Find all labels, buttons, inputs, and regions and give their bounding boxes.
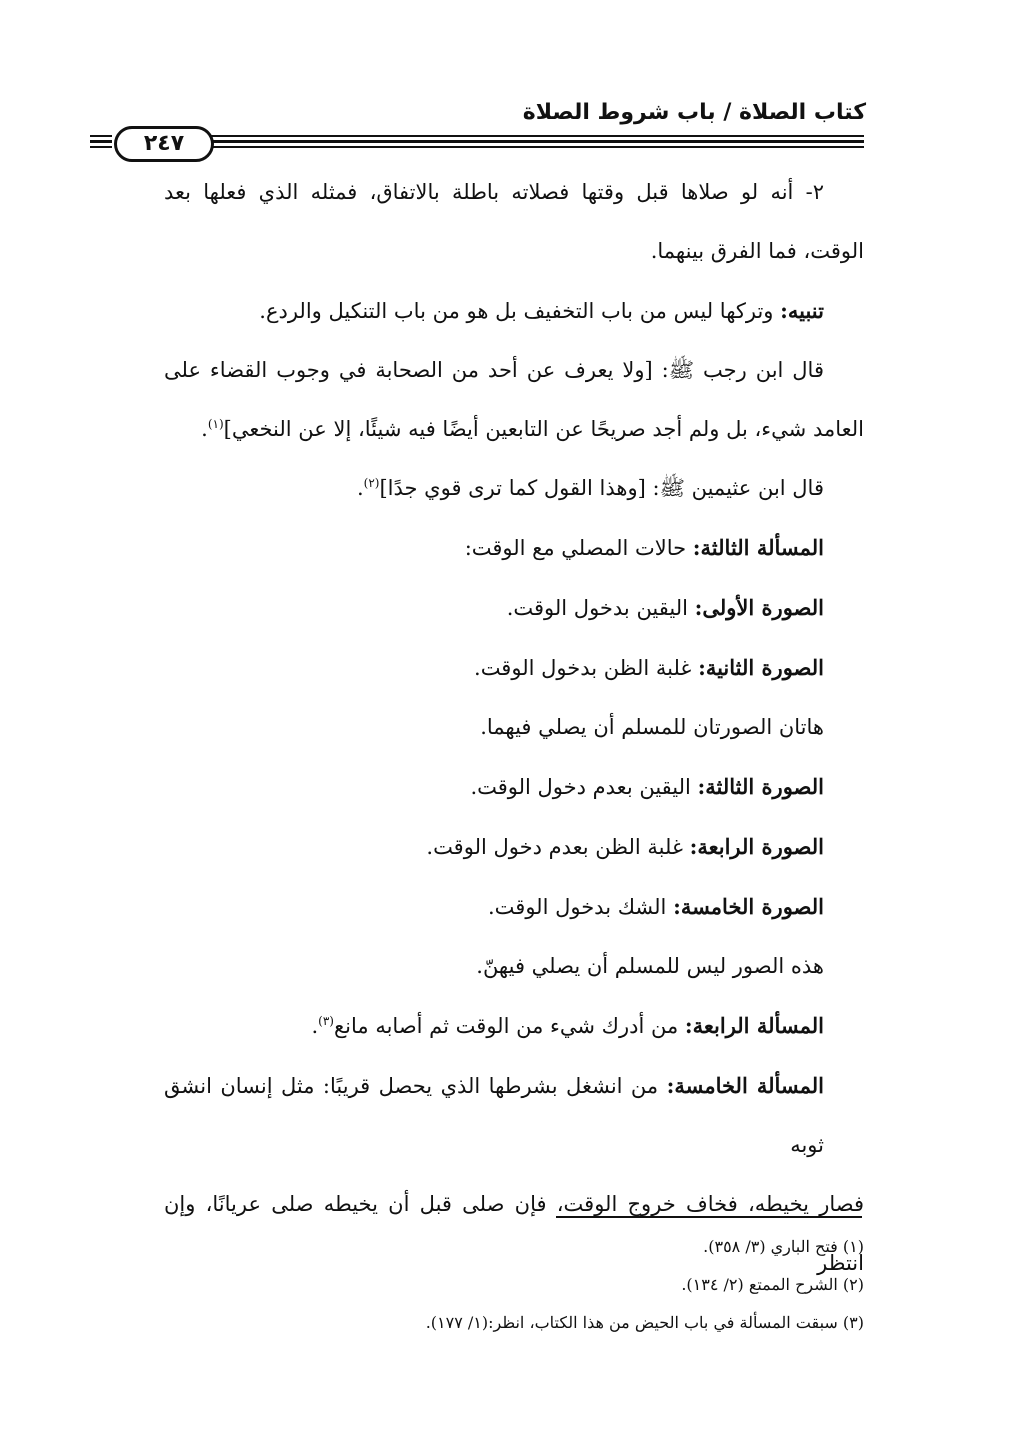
footnote-ref[interactable]: (٢) <box>363 476 380 490</box>
text-line <box>164 281 864 341</box>
issue-label: المسألة الثالثة: <box>692 535 824 560</box>
line-text: قال ابن عثيمين ﷺ: [وهذا القول كما ترى قوي جدًا] <box>379 476 824 500</box>
footnote: (١) فتح الباري (٣/ ٣٥٨). <box>703 1237 864 1256</box>
line-text: غلبة الظن بدخول الوقت. <box>474 656 699 680</box>
line-text: اليقين بدخول الوقت. <box>506 596 695 620</box>
text-line <box>164 341 864 400</box>
footnote: (٣) سبقت المسألة في باب الحيض من هذا الكتاب، انظر:(١/ ١٧٧). <box>425 1313 864 1332</box>
header-rule-line <box>90 140 112 143</box>
line-text: العامد شيء، بل ولم أجد صريحًا عن التابعين أيضًا فيه شيئًا، إلا عن النخعي] <box>223 417 864 441</box>
text-line <box>164 817 864 877</box>
text-line <box>164 698 864 757</box>
line-text: اليقين بعدم دخول الوقت. <box>470 775 698 799</box>
case-label: الصورة الخامسة: <box>673 894 824 919</box>
main-text <box>164 163 864 1293</box>
footnotes <box>164 1228 864 1342</box>
header-rule <box>90 131 864 156</box>
text-line <box>164 638 864 698</box>
text-line <box>164 1056 864 1175</box>
line-text: . <box>201 417 208 441</box>
line-text: . <box>311 1014 319 1038</box>
text-line <box>164 518 864 578</box>
line-text: ٢- أنه لو صلاها قبل وقتها فصلاته باطلة بالاتفاق، فمثله الذي فعلها بعد <box>164 180 824 204</box>
case-label: الصورة الثانية: <box>698 655 824 680</box>
case-label: الصورة الأولى: <box>694 595 824 620</box>
footnote-ref[interactable]: (١) <box>207 417 224 431</box>
line-text: من انشغل بشرطها الذي يحصل قريبًا: مثل إنسان انشق ثوبه <box>164 1074 824 1157</box>
note-label: تنبيه: <box>780 298 824 323</box>
text-line <box>164 400 864 459</box>
line-text: قال ابن رجب ﷺ: [ولا يعرف عن أحد من الصحابة في وجوب القضاء على <box>164 358 824 382</box>
running-header-title: كتاب الصلاة / باب شروط الصلاة <box>522 100 866 125</box>
footnote-separator <box>556 1216 862 1218</box>
page-number-badge: ٢٤٧ <box>114 126 214 162</box>
line-text: هاتان الصورتان للمسلم أن يصلي فيهما. <box>480 715 824 739</box>
case-label: الصورة الرابعة: <box>689 834 824 859</box>
header-rule-line <box>90 146 112 148</box>
header-rule-line <box>210 146 864 148</box>
header-rule-line <box>210 140 864 143</box>
case-label: الصورة الثالثة: <box>697 774 824 799</box>
line-text: وتركها ليس من باب التخفيف بل هو من باب التنكيل والردع. <box>259 299 781 323</box>
header-rule-line <box>210 135 864 137</box>
line-text: الشك بدخول الوقت. <box>488 895 674 919</box>
line-text: هذه الصور ليس للمسلم أن يصلي فيهنّ. <box>476 954 824 978</box>
text-line <box>164 757 864 817</box>
text-line <box>164 877 864 937</box>
text-line <box>164 578 864 638</box>
text-line <box>164 937 864 996</box>
text-line <box>164 996 864 1056</box>
line-text: حالات المصلي مع الوقت: <box>464 536 693 560</box>
text-line <box>164 459 864 518</box>
footnote-ref[interactable]: (٣) <box>318 1014 334 1028</box>
issue-label: المسألة الرابعة: <box>684 1013 824 1038</box>
issue-label: المسألة الخامسة: <box>666 1073 824 1098</box>
line-text: فصار يخيطه، فخاف خروج الوقت، فإن صلى قبل أن يخيطه صلى عريانًا، وإن انتظر <box>164 1192 864 1275</box>
header-rule-line <box>90 135 112 137</box>
line-text: من أدرك شيء من الوقت ثم أصابه مانع <box>333 1014 685 1038</box>
line-text: غلبة الظن بعدم دخول الوقت. <box>426 835 690 859</box>
text-line <box>164 163 864 222</box>
footnote: (٢) الشرح الممتع (٢/ ١٣٤). <box>681 1275 864 1294</box>
line-text: . <box>356 476 364 500</box>
text-line <box>164 222 864 281</box>
line-text: الوقت، فما الفرق بينهما. <box>650 239 864 263</box>
